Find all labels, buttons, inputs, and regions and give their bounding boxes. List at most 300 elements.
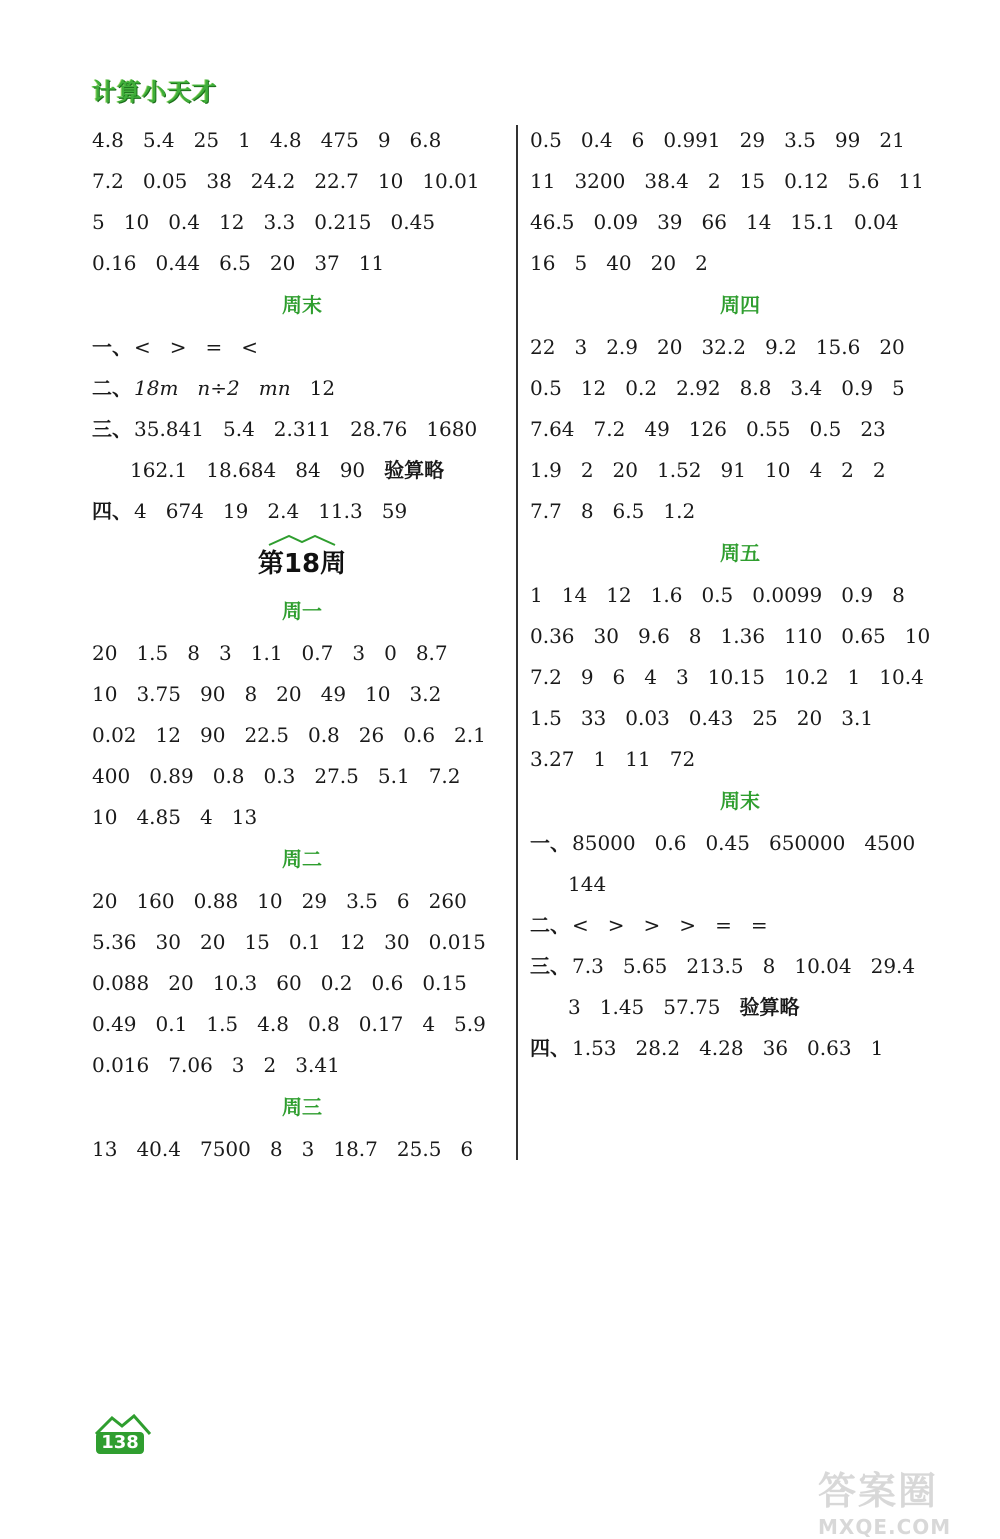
answer-value: 57.75 bbox=[663, 995, 721, 1019]
answer-value: 20 bbox=[879, 335, 905, 359]
answer-value: 7.64 bbox=[530, 417, 575, 441]
answer-value: 20 bbox=[92, 641, 118, 665]
answer-row bbox=[92, 161, 512, 202]
answer-row bbox=[530, 575, 950, 616]
answer-value: 10 bbox=[123, 210, 150, 234]
answer-value: 0.49 bbox=[92, 1012, 137, 1036]
answer-value: 99 bbox=[834, 128, 861, 152]
answer-value: 0.04 bbox=[853, 210, 899, 234]
answer-value: 20 bbox=[168, 971, 194, 995]
question-label: 四、 bbox=[530, 1036, 570, 1060]
answer-value: 5.1 bbox=[377, 764, 410, 788]
answer-value: 12 bbox=[309, 376, 336, 400]
answer-value: 1.2 bbox=[663, 499, 696, 523]
answer-value: < bbox=[134, 335, 151, 359]
answer-value: 14 bbox=[745, 210, 772, 234]
answer-row bbox=[92, 674, 512, 715]
answer-value: 2.9 bbox=[606, 335, 638, 359]
answer-value: 25 bbox=[193, 128, 220, 152]
answer-value: 16 bbox=[530, 251, 556, 275]
answer-value: < bbox=[572, 913, 589, 937]
answer-value: 0.088 bbox=[92, 971, 150, 995]
answer-value: 0.1 bbox=[288, 930, 321, 954]
answer-value: 6.5 bbox=[219, 251, 251, 275]
answer-value: 9 bbox=[580, 665, 594, 689]
answer-value: 4 bbox=[134, 499, 147, 523]
answer-value: 0.2 bbox=[320, 971, 353, 995]
answer-value: 验算略 bbox=[739, 995, 800, 1019]
answer-value: 3.3 bbox=[263, 210, 296, 234]
answer-value: 3.75 bbox=[136, 682, 181, 706]
friday-answers bbox=[530, 575, 950, 780]
answer-value: 0.63 bbox=[807, 1036, 852, 1060]
answer-row bbox=[530, 616, 950, 657]
section-heading-thursday: 周四 bbox=[720, 293, 760, 317]
roof-icon bbox=[267, 534, 337, 546]
answer-value: 7.06 bbox=[168, 1053, 213, 1077]
logo-text: 计算小天才 bbox=[92, 78, 217, 106]
answer-value: 91 bbox=[720, 458, 746, 482]
answer-value: 10 bbox=[764, 458, 791, 482]
answer-value: 0.8 bbox=[212, 764, 245, 788]
answer-value: 0.05 bbox=[142, 169, 188, 193]
answer-value: 11 bbox=[625, 747, 651, 771]
answer-value: 30 bbox=[593, 624, 619, 648]
answer-value: 38.4 bbox=[644, 169, 689, 193]
answer-value: 0.7 bbox=[301, 641, 334, 665]
answer-value: 20 bbox=[269, 251, 296, 275]
answer-value: 8 bbox=[269, 1137, 283, 1161]
answer-value: 5 bbox=[892, 376, 905, 400]
answer-value: 1.5 bbox=[530, 706, 562, 730]
question-label: 四、 bbox=[92, 499, 132, 523]
answer-value: > bbox=[679, 913, 697, 937]
answer-value: 49 bbox=[320, 682, 347, 706]
wednesday-answers bbox=[92, 1129, 512, 1170]
answer-row bbox=[530, 409, 950, 450]
answer-value: 27.5 bbox=[314, 764, 359, 788]
answer-value: 1 bbox=[530, 583, 543, 607]
answer-value: 5.4 bbox=[222, 417, 255, 441]
answer-value: 0.44 bbox=[155, 251, 201, 275]
answer-value: 28.2 bbox=[635, 1036, 681, 1060]
answer-value: 5.6 bbox=[847, 169, 880, 193]
watermark bbox=[818, 1460, 998, 1539]
answer-value: 10.04 bbox=[794, 954, 852, 978]
answer-row bbox=[530, 161, 950, 202]
answer-value: 1 bbox=[593, 747, 607, 771]
answer-value: 9.2 bbox=[764, 335, 797, 359]
answer-value: 1 bbox=[238, 128, 251, 152]
answer-value: 0.9 bbox=[841, 376, 874, 400]
thursday-answers bbox=[530, 327, 950, 532]
answer-value: 28.76 bbox=[350, 417, 408, 441]
answer-row bbox=[530, 1028, 950, 1069]
answer-value: 13 bbox=[231, 805, 258, 829]
answer-value: 674 bbox=[165, 499, 204, 523]
answer-value: 40 bbox=[606, 251, 632, 275]
answer-value: 4 bbox=[199, 805, 213, 829]
answer-value: 6 bbox=[612, 665, 626, 689]
answer-value: 0.991 bbox=[663, 128, 721, 152]
answer-row bbox=[92, 922, 512, 963]
page-number-text: 138 bbox=[96, 1432, 144, 1454]
week-title bbox=[92, 532, 512, 590]
answer-value: 32.2 bbox=[701, 335, 746, 359]
answer-value: 10 bbox=[92, 805, 118, 829]
answer-value: 0.3 bbox=[263, 764, 296, 788]
answer-row bbox=[92, 243, 512, 284]
answer-value: 49 bbox=[644, 417, 670, 441]
answer-value: 126 bbox=[688, 417, 727, 441]
answer-value: = bbox=[750, 913, 768, 937]
answer-value: 84 bbox=[295, 458, 321, 482]
answer-value: 30 bbox=[155, 930, 181, 954]
answer-row bbox=[530, 368, 950, 409]
answer-value: 21 bbox=[879, 128, 905, 152]
answer-value: 12 bbox=[339, 930, 366, 954]
answer-row bbox=[92, 1045, 512, 1086]
answer-value: 22.5 bbox=[244, 723, 289, 747]
answer-row bbox=[92, 1129, 512, 1170]
question-label: 二、 bbox=[92, 376, 132, 400]
answer-value: 0.5 bbox=[701, 583, 734, 607]
answer-value: 2 bbox=[872, 458, 886, 482]
answer-row bbox=[530, 823, 950, 864]
answer-value: 0.6 bbox=[654, 831, 687, 855]
answer-value: 0.9 bbox=[841, 583, 874, 607]
answer-value: 39 bbox=[657, 210, 683, 234]
answer-row bbox=[530, 864, 950, 905]
answer-value: 2.92 bbox=[676, 376, 721, 400]
answer-value: 2 bbox=[580, 458, 594, 482]
answer-value: 10 bbox=[92, 682, 118, 706]
section-heading-wednesday: 周三 bbox=[282, 1095, 322, 1119]
answer-value: 4 bbox=[644, 665, 658, 689]
question-label: 三、 bbox=[92, 417, 132, 441]
answer-value: 5.65 bbox=[622, 954, 668, 978]
answer-value: 0.15 bbox=[422, 971, 467, 995]
answer-row bbox=[530, 491, 950, 532]
answer-value: 1 bbox=[870, 1036, 884, 1060]
answer-value: 162.1 bbox=[130, 458, 188, 482]
question-label: 三、 bbox=[530, 954, 570, 978]
answer-value: 4.8 bbox=[269, 128, 302, 152]
answer-value: 4.8 bbox=[92, 128, 124, 152]
answer-value: 0.03 bbox=[625, 706, 670, 730]
answer-value: 3 bbox=[219, 641, 232, 665]
answer-value: 7.3 bbox=[572, 954, 604, 978]
answer-value: 0.89 bbox=[149, 764, 194, 788]
weekend-answers bbox=[530, 823, 950, 1069]
answer-value: 10.4 bbox=[879, 665, 924, 689]
answer-value: 2.4 bbox=[267, 499, 300, 523]
answer-value: 1 bbox=[847, 665, 861, 689]
answer-value: 11 bbox=[530, 169, 556, 193]
answer-value: 1.6 bbox=[650, 583, 683, 607]
answer-value: 4500 bbox=[864, 831, 916, 855]
answer-value: n÷2 bbox=[197, 376, 240, 400]
watermark-title: 答案圈 bbox=[818, 1469, 939, 1513]
answer-value: 8.8 bbox=[739, 376, 772, 400]
answer-value: 0.016 bbox=[92, 1053, 150, 1077]
answer-value: 18.7 bbox=[333, 1137, 378, 1161]
answer-value: 29 bbox=[739, 128, 766, 152]
question-label: 一、 bbox=[530, 831, 570, 855]
answer-value: 1.1 bbox=[250, 641, 283, 665]
column-divider bbox=[516, 125, 518, 1160]
answer-value: 12 bbox=[580, 376, 607, 400]
answer-row bbox=[530, 243, 950, 284]
answer-row bbox=[530, 987, 950, 1028]
answer-value: 38 bbox=[206, 169, 232, 193]
answer-row bbox=[530, 698, 950, 739]
wednesday-answers-continued bbox=[530, 120, 950, 284]
weekend-answers bbox=[92, 327, 512, 532]
answer-value: 20 bbox=[796, 706, 823, 730]
answer-value: 650000 bbox=[768, 831, 846, 855]
answer-value: 110 bbox=[784, 624, 823, 648]
answer-value: 29.4 bbox=[870, 954, 916, 978]
answer-value: 90 bbox=[199, 682, 226, 706]
answer-row bbox=[92, 797, 512, 838]
answer-value: 20 bbox=[650, 251, 677, 275]
right-column bbox=[530, 120, 950, 1069]
answer-value: 12 bbox=[219, 210, 245, 234]
answer-value: > bbox=[607, 913, 625, 937]
answer-value: 0.8 bbox=[307, 1012, 340, 1036]
answer-value: 1.9 bbox=[530, 458, 562, 482]
answer-value: 8 bbox=[892, 583, 905, 607]
answer-value: 10 bbox=[257, 889, 283, 913]
answer-value: 3.5 bbox=[346, 889, 378, 913]
answer-value: 3 bbox=[574, 335, 588, 359]
answer-value: 60 bbox=[276, 971, 302, 995]
answer-value: 4 bbox=[809, 458, 823, 482]
answer-value: 0.6 bbox=[403, 723, 436, 747]
answer-value: 475 bbox=[320, 128, 359, 152]
answer-value: 22.7 bbox=[314, 169, 359, 193]
answer-value: 10 bbox=[904, 624, 931, 648]
answer-value: 23 bbox=[860, 417, 886, 441]
question-label: 二、 bbox=[530, 913, 570, 937]
monday-answers bbox=[92, 633, 512, 838]
answer-value: 15.6 bbox=[815, 335, 861, 359]
answer-value: 30 bbox=[384, 930, 410, 954]
section-heading-weekend: 周末 bbox=[720, 789, 760, 813]
answer-row bbox=[92, 327, 512, 368]
answer-value: 0.0099 bbox=[752, 583, 823, 607]
answer-row bbox=[530, 202, 950, 243]
answer-value: 3.1 bbox=[841, 706, 874, 730]
answer-value: 4.8 bbox=[257, 1012, 289, 1036]
answer-value: 19 bbox=[222, 499, 249, 523]
answer-row bbox=[92, 1004, 512, 1045]
answer-value: 7.7 bbox=[530, 499, 562, 523]
answer-value: 5 bbox=[92, 210, 105, 234]
answer-value: 3.2 bbox=[409, 682, 442, 706]
answer-value: 1.36 bbox=[720, 624, 766, 648]
answer-value: 25 bbox=[752, 706, 778, 730]
answer-value: 15 bbox=[739, 169, 766, 193]
answer-value: 1.5 bbox=[206, 1012, 239, 1036]
answer-value: 0.16 bbox=[92, 251, 137, 275]
answer-value: < bbox=[241, 335, 259, 359]
answer-value: 66 bbox=[701, 210, 727, 234]
answer-value: 10.15 bbox=[707, 665, 766, 689]
answer-value: 7.2 bbox=[530, 665, 562, 689]
answer-value: 8.7 bbox=[415, 641, 448, 665]
answer-value: 10 bbox=[365, 682, 391, 706]
answer-value: 10.01 bbox=[422, 169, 480, 193]
answer-value: 0.88 bbox=[193, 889, 239, 913]
answer-value: 0.12 bbox=[784, 169, 829, 193]
answer-value: 22 bbox=[530, 335, 556, 359]
answer-value: 0.8 bbox=[307, 723, 340, 747]
answer-row bbox=[92, 633, 512, 674]
answer-value: 400 bbox=[92, 764, 131, 788]
watermark-url: MXQE.COM bbox=[818, 1515, 952, 1539]
answer-row bbox=[530, 120, 950, 161]
answer-value: 9 bbox=[377, 128, 391, 152]
answer-row bbox=[92, 409, 512, 450]
answer-value: 18m bbox=[134, 376, 179, 400]
left-answers-continued bbox=[92, 120, 512, 284]
answer-value: 46.5 bbox=[530, 210, 575, 234]
answer-value: 7500 bbox=[199, 1137, 251, 1161]
answer-value: > bbox=[169, 335, 187, 359]
answer-value: 0.55 bbox=[745, 417, 791, 441]
answer-value: 0.36 bbox=[530, 624, 575, 648]
answer-value: 85000 bbox=[572, 831, 636, 855]
answer-value: 29 bbox=[301, 889, 328, 913]
answer-value: 8 bbox=[244, 682, 258, 706]
answer-value: 2 bbox=[695, 251, 708, 275]
answer-value: 59 bbox=[381, 499, 408, 523]
answer-value: 3.5 bbox=[784, 128, 816, 152]
answer-row bbox=[530, 905, 950, 946]
answer-value: 0.6 bbox=[371, 971, 404, 995]
answer-value: 33 bbox=[580, 706, 607, 730]
answer-value: 0.215 bbox=[314, 210, 372, 234]
answer-value: 10.2 bbox=[784, 665, 829, 689]
answer-value: 2 bbox=[707, 169, 721, 193]
answer-row bbox=[92, 450, 512, 491]
answer-value: 11 bbox=[358, 251, 385, 275]
answer-value: 144 bbox=[568, 872, 607, 896]
answer-value: 18.684 bbox=[206, 458, 277, 482]
answer-value: 14 bbox=[561, 583, 588, 607]
answer-value: 8 bbox=[580, 499, 594, 523]
answer-value: 40.4 bbox=[136, 1137, 181, 1161]
answer-value: 3.27 bbox=[530, 747, 575, 771]
answer-value: 0.45 bbox=[705, 831, 750, 855]
answer-row bbox=[530, 739, 950, 780]
answer-value: 0.43 bbox=[688, 706, 734, 730]
answer-value: 11 bbox=[898, 169, 924, 193]
answer-value: 12 bbox=[155, 723, 181, 747]
answer-value: = bbox=[205, 335, 223, 359]
answer-value: 6 bbox=[396, 889, 410, 913]
answer-value: 24.2 bbox=[250, 169, 296, 193]
answer-value: 3 bbox=[568, 995, 581, 1019]
answer-value: 37 bbox=[314, 251, 340, 275]
answer-value: 0.5 bbox=[530, 376, 562, 400]
answer-value: 2 bbox=[841, 458, 854, 482]
answer-row bbox=[92, 756, 512, 797]
answer-value: 2.311 bbox=[273, 417, 332, 441]
answer-value: 160 bbox=[136, 889, 175, 913]
answer-value: 0.09 bbox=[593, 210, 639, 234]
answer-value: 7.2 bbox=[593, 417, 626, 441]
tuesday-answers bbox=[92, 881, 512, 1086]
answer-value: 36 bbox=[762, 1036, 789, 1060]
answer-value: 0.4 bbox=[168, 210, 200, 234]
answer-value: 3 bbox=[676, 665, 689, 689]
section-heading-weekend: 周末 bbox=[282, 293, 322, 317]
answer-value: 7.2 bbox=[92, 169, 124, 193]
answer-value: 6.5 bbox=[612, 499, 645, 523]
answer-value: 1.45 bbox=[599, 995, 645, 1019]
answer-value: 12 bbox=[606, 583, 632, 607]
answer-value: mn bbox=[258, 376, 291, 400]
left-column bbox=[92, 120, 512, 1170]
section-heading-friday: 周五 bbox=[720, 541, 760, 565]
answer-row bbox=[92, 491, 512, 532]
answer-row bbox=[92, 715, 512, 756]
answer-value: 3 bbox=[352, 641, 366, 665]
answer-value: 0.015 bbox=[428, 930, 486, 954]
answer-value: 3 bbox=[231, 1053, 245, 1077]
answer-row bbox=[92, 963, 512, 1004]
answer-value: 0.02 bbox=[92, 723, 137, 747]
answer-row bbox=[530, 327, 950, 368]
answer-value: 9.6 bbox=[637, 624, 670, 648]
answer-value: 0.45 bbox=[390, 210, 436, 234]
answer-value: 213.5 bbox=[686, 954, 744, 978]
answer-value: 4.28 bbox=[699, 1036, 744, 1060]
answer-value: 1.52 bbox=[657, 458, 702, 482]
answer-value: 3200 bbox=[574, 169, 626, 193]
answer-value: 0.65 bbox=[841, 624, 886, 648]
answer-value: 35.841 bbox=[134, 417, 204, 441]
answer-value: 10.3 bbox=[212, 971, 258, 995]
answer-row bbox=[530, 946, 950, 987]
answer-value: 验算略 bbox=[384, 458, 445, 482]
answer-value: 1680 bbox=[426, 417, 478, 441]
answer-value: 1.53 bbox=[572, 1036, 617, 1060]
answer-value: 13 bbox=[92, 1137, 118, 1161]
answer-value: 0.17 bbox=[358, 1012, 404, 1036]
answer-value: 6.8 bbox=[409, 128, 442, 152]
answer-value: 5.9 bbox=[454, 1012, 486, 1036]
answer-value: 0.5 bbox=[530, 128, 562, 152]
answer-row bbox=[530, 657, 950, 698]
answer-value: 15.1 bbox=[790, 210, 835, 234]
answer-value: 4.85 bbox=[136, 805, 181, 829]
answer-value: 6 bbox=[631, 128, 645, 152]
section-heading-monday: 周一 bbox=[282, 599, 322, 623]
answer-value: 10 bbox=[377, 169, 404, 193]
answer-row bbox=[92, 120, 512, 161]
answer-value: 5.4 bbox=[142, 128, 175, 152]
answer-value: 0.5 bbox=[809, 417, 842, 441]
answer-value: 7.2 bbox=[428, 764, 461, 788]
answer-value: 0.2 bbox=[625, 376, 658, 400]
answer-value: 5.36 bbox=[92, 930, 137, 954]
question-label: 一、 bbox=[92, 335, 132, 359]
week-title-text: 第18周 bbox=[257, 549, 347, 579]
